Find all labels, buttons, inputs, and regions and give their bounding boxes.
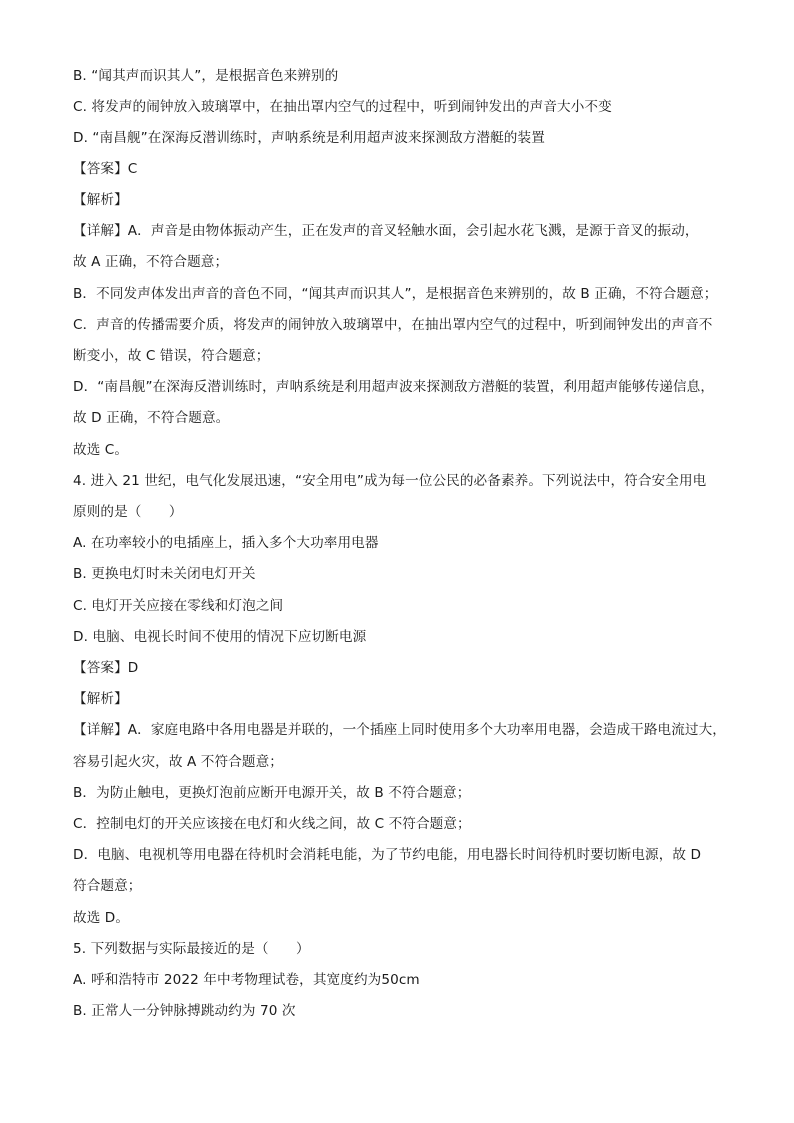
option-b-q4: B. 更换电灯时未关闭电灯开关 xyxy=(73,566,256,582)
explanation-line: B．为防止触电，更换灯泡前应断开电源开关，故 B 不符合题意； xyxy=(73,785,471,801)
conclusion-line: 故选 C。 xyxy=(73,442,129,458)
option-a-q5: A. 呼和浩特市 2022 年中考物理试卷，其宽度约为50cm xyxy=(73,972,420,988)
question-5-stem: 5. 下列数据与实际最接近的是（ ） xyxy=(73,941,310,957)
answer-q4: 【答案】D xyxy=(73,660,139,676)
question-4-stem: 4. 进入 21 世纪，电气化发展迅速，“安全用电”成为每一位公民的必备素养。下列说法中，符合安全用电 xyxy=(73,473,707,489)
explanation-line: 容易引起火灾，故 A 不符合题意； xyxy=(73,754,283,770)
explanation-line: 故 A 正确，不符合题意； xyxy=(73,254,229,270)
option-b-q3: B. “闻其声而识其人”，是根据音色来辨别的 xyxy=(73,68,339,84)
explanation-line: 断变小，故 C 错误，符合题意； xyxy=(73,348,270,364)
explanation-line: B．不同发声体发出声音的音色不同，“闻其声而识其人”，是根据音色来辨别的，故 B 正确，不符合题意； xyxy=(73,286,718,302)
conclusion-line: 故选 D。 xyxy=(73,910,130,926)
option-c-q4: C. 电灯开关应接在零线和灯泡之间 xyxy=(73,598,284,614)
option-d-q4: D. 电脑、电视长时间不使用的情况下应切断电源 xyxy=(73,629,367,645)
option-c-q3: C. 将发声的闹钟放入玻璃罩中，在抽出罩内空气的过程中，听到闹钟发出的声音大小不变 xyxy=(73,99,612,115)
option-d-q3: D. “南昌舰”在深海反潜训练时，声呐系统是利用超声波来探测敌方潜艇的装置 xyxy=(73,130,545,146)
explanation-line: 符合题意； xyxy=(73,878,142,894)
analysis-heading-q3: 【解析】 xyxy=(73,192,128,208)
explanation-line: 【详解】A．声音是由物体振动产生，正在发声的音叉轻触水面，会引起水花飞溅，是源于音叉的振动， xyxy=(73,223,699,239)
explanation-line: D．“南昌舰”在深海反潜训练时，声呐系统是利用超声波来探测敌方潜艇的装置，利用超声能够传递信息， xyxy=(73,379,715,395)
analysis-heading-q4: 【解析】 xyxy=(73,691,128,707)
question-4-stem-cont: 原则的是（ ） xyxy=(73,504,183,520)
explanation-line: 故 D 正确，不符合题意。 xyxy=(73,410,230,426)
answer-q3: 【答案】C xyxy=(73,161,138,177)
explanation-line: 【详解】A．家庭电路中各用电器是并联的，一个插座上同时使用多个大功率用电器，会造成干路电流过大， xyxy=(73,722,727,738)
explanation-line: C．声音的传播需要介质，将发声的闹钟放入玻璃罩中，在抽出罩内空气的过程中，听到闹钟发出的声音不 xyxy=(73,317,713,333)
explanation-line: D．电脑、电视机等用电器在待机时会消耗电能，为了节约电能，用电器长时间待机时要切断电源，故 D xyxy=(73,847,702,863)
option-a-q4: A. 在功率较小的电插座上，插入多个大功率用电器 xyxy=(73,535,379,551)
explanation-line: C．控制电灯的开关应该接在电灯和火线之间，故 C 不符合题意； xyxy=(73,816,471,832)
option-b-q5: B. 正常人一分钟脉搏跳动约为 70 次 xyxy=(73,1003,296,1019)
